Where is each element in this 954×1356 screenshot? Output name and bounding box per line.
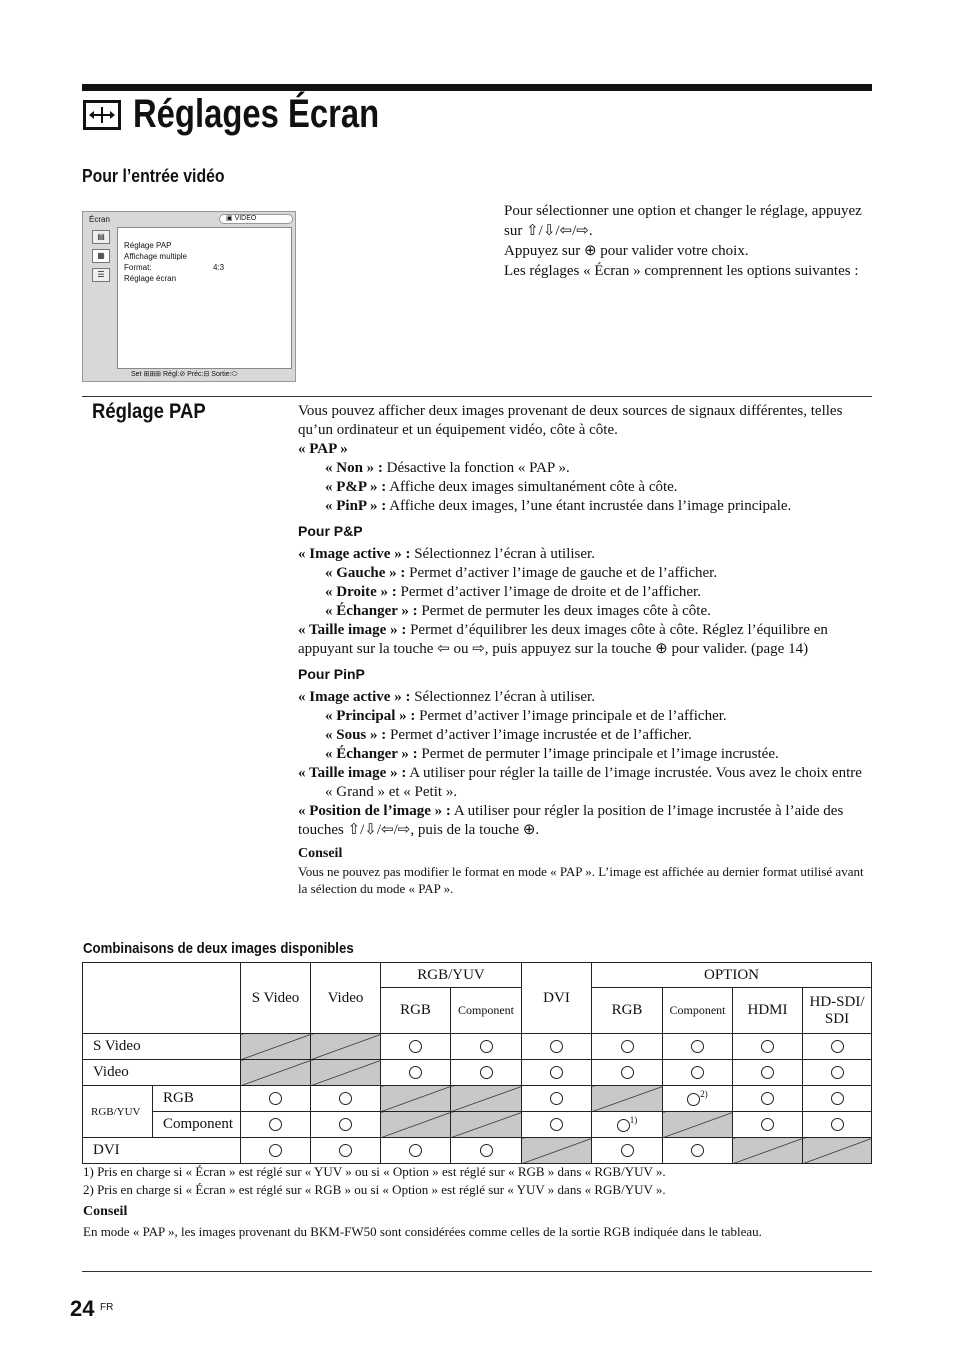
osd-format-value: 4:3 [213, 263, 225, 272]
top-rule [82, 84, 872, 91]
cell-na [522, 1138, 592, 1164]
cell-supported [522, 1060, 592, 1086]
cell-supported [803, 1086, 872, 1112]
table-row [83, 1034, 872, 1060]
col-header-rgbyuv: RGB/YUV [381, 963, 522, 988]
supported-circle-icon [621, 1144, 634, 1157]
table-row [83, 1112, 872, 1138]
cell-supported [592, 1060, 663, 1086]
cell-na [592, 1086, 663, 1112]
option-desc: Affiche deux images, l’une étant incrustée dans l’image principale. [389, 498, 792, 514]
pinp-sub-term: « Sous » : [325, 727, 387, 743]
cell-na [803, 1138, 872, 1164]
tip-heading: Conseil [298, 846, 343, 861]
cell-supported [381, 1060, 451, 1086]
supported-circle-icon [831, 1066, 844, 1079]
pinp-taille-term: « Taille image » : [298, 765, 407, 781]
supported-circle-icon [339, 1092, 352, 1105]
pinp-sub-term: « Principal » : [325, 708, 416, 724]
cell-na [663, 1112, 733, 1138]
bottom-rule [82, 1271, 872, 1272]
cell-supported [311, 1112, 381, 1138]
osd-list-icon: ☰ [92, 268, 110, 282]
cell-na [241, 1060, 311, 1086]
osd-item: Réglage écran [124, 274, 177, 283]
osd-menu-screenshot [82, 211, 296, 382]
pp-sub-desc: Permet d’activer l’image de gauche et de l’afficher. [409, 565, 718, 581]
table-row [83, 1060, 872, 1086]
pp-sub-desc: Permet de permuter les deux images côte à côte. [421, 603, 711, 619]
supported-circle-icon [269, 1092, 282, 1105]
supported-circle-icon [687, 1093, 700, 1106]
screen-settings-icon [83, 100, 121, 130]
supported-circle-icon [550, 1066, 563, 1079]
option-term: « Non » : [325, 460, 383, 476]
osd-item: Affichage multiple [124, 252, 187, 261]
col-header-video: Video [311, 963, 381, 1034]
col-header-dvi: DVI [522, 963, 592, 1034]
supported-circle-icon [339, 1144, 352, 1157]
col-header-option-rgb: RGB [592, 988, 663, 1034]
supported-circle-icon [339, 1118, 352, 1131]
osd-screen-icon: ▦ [92, 249, 110, 263]
pinp-image-active-term: « Image active » : [298, 689, 411, 705]
pinp-sub-term: « Échanger » : [325, 746, 418, 762]
pinp-position-desc: A utiliser pour régler la position de l’image incrustée à l’aide des touches ⇧/⇩/⇦/⇨, puis de la touche ⊕. [298, 803, 844, 838]
pp-image-active-desc: Sélectionnez l’écran à utiliser. [414, 546, 595, 562]
osd-item: Format: [124, 263, 152, 272]
pinp-taille-desc: A utiliser pour régler la taille de l’image incrustée. Vous avez le choix entre « Grand » et « Petit ». [325, 765, 862, 800]
pinp-sub-desc: Permet d’activer l’image incrustée et de l’afficher. [390, 727, 692, 743]
cell-supported [733, 1034, 803, 1060]
intro-line: Les réglages « Écran » comprennent les options suivantes : [504, 263, 859, 279]
supported-circle-icon [761, 1066, 774, 1079]
cell-supported [733, 1060, 803, 1086]
table-caption: Combinaisons de deux images disponibles [83, 940, 354, 957]
pinp-heading: Pour PinP [298, 666, 365, 682]
pp-image-active-term: « Image active » : [298, 546, 411, 562]
cell-supported [451, 1060, 522, 1086]
supported-circle-icon [480, 1040, 493, 1053]
cell-supported [522, 1112, 592, 1138]
col-header-hdsdi: HD-SDI/ SDI [803, 988, 872, 1034]
cell-supported [803, 1060, 872, 1086]
cell-supported [451, 1138, 522, 1164]
pp-sub-term: « Droite » : [325, 584, 397, 600]
cell-supported [733, 1112, 803, 1138]
section-heading: Réglage PAP [92, 400, 206, 423]
pp-heading: Pour P&P [298, 523, 363, 539]
supported-circle-icon [691, 1144, 704, 1157]
cell-supported [663, 1138, 733, 1164]
col-header-option-component: Component [663, 988, 733, 1034]
osd-source: VIDEO [234, 215, 257, 222]
pap-label: « PAP » [298, 441, 348, 457]
intro-text [504, 201, 872, 281]
cell-supported [311, 1138, 381, 1164]
row-header-rgbyuv: RGB/YUV [83, 1086, 153, 1138]
osd-menu-title: Écran [89, 215, 110, 224]
supported-circle-icon [761, 1040, 774, 1053]
conseil-heading: Conseil [83, 1204, 128, 1219]
supported-circle-icon [831, 1118, 844, 1131]
supported-circle-icon [621, 1040, 634, 1053]
cell-supported [803, 1034, 872, 1060]
row-header-video: Video [83, 1060, 241, 1086]
cell-supported [311, 1086, 381, 1112]
supported-circle-icon [550, 1040, 563, 1053]
table-row [83, 1086, 872, 1112]
cell-supported [241, 1086, 311, 1112]
section-intro: Vous pouvez afficher deux images provenant de deux sources de signaux différentes, telles qu’un ordinateur et un équipement vidéo, côte à côte. [298, 403, 843, 438]
supported-circle-icon [409, 1066, 422, 1079]
page-language: FR [100, 1302, 114, 1313]
section-divider [82, 396, 872, 397]
supported-circle-icon [269, 1118, 282, 1131]
pp-sub-term: « Gauche » : [325, 565, 406, 581]
cell-supported [522, 1034, 592, 1060]
supported-circle-icon [761, 1118, 774, 1131]
option-desc: Désactive la fonction « PAP ». [386, 460, 570, 476]
cell-na [311, 1034, 381, 1060]
supported-circle-icon [550, 1118, 563, 1131]
cell-supported [522, 1086, 592, 1112]
footnote: 1) Pris en charge si « Écran » est réglé sur « YUV » ou si « Option » est réglé sur « RGB » dans « RGB/YUV ». [83, 1164, 666, 1179]
cell-supported [592, 1138, 663, 1164]
pp-sub-term: « Échanger » : [325, 603, 418, 619]
pinp-position-term: « Position de l’image » : [298, 803, 451, 819]
supported-circle-icon [617, 1119, 630, 1132]
pinp-sub-desc: Permet d’activer l’image principale et de l’afficher. [419, 708, 727, 724]
footnote-ref: 2) [700, 1089, 708, 1099]
cell-supported [241, 1138, 311, 1164]
tip-text: Vous ne pouvez pas modifier le format en mode « PAP ». L’image est affichée au dernier format utilisé avant la sélection du mode « PAP ». [298, 864, 864, 896]
cell-na [451, 1086, 522, 1112]
option-desc: Affiche deux images simultanément côte à côte. [389, 479, 678, 495]
row-header-component: Component [153, 1112, 241, 1138]
col-header-component: Component [451, 988, 522, 1034]
col-header-rgb: RGB [381, 988, 451, 1034]
cell-na [241, 1034, 311, 1060]
conseil-text: En mode « PAP », les images provenant du BKM-FW50 sont considérées comme celles de la sortie RGB indiquée dans le tableau. [83, 1224, 762, 1239]
page-title: Réglages Écran [133, 92, 380, 136]
supported-circle-icon [550, 1092, 563, 1105]
cell-na [381, 1112, 451, 1138]
cell-supported [733, 1086, 803, 1112]
osd-item: Réglage PAP [124, 241, 172, 250]
footnote: 2) Pris en charge si « Écran » est réglé sur « RGB » ou si « Option » est réglé sur « YUV » dans « RGB/YUV ». [83, 1182, 666, 1197]
option-term: « PinP » : [325, 498, 387, 514]
supported-circle-icon [691, 1066, 704, 1079]
intro-line: Appuyez sur ⊕ pour valider votre choix. [504, 243, 749, 259]
cell-supported [451, 1034, 522, 1060]
cell-supported [803, 1112, 872, 1138]
supported-circle-icon [480, 1144, 493, 1157]
pp-taille-desc: Permet d’équilibrer les deux images côte à côte. Réglez l’équilibre en appuyant sur la touche ⇦ ou ⇨, puis appuyez sur la touche ⊕ pour valider. (page 14) [298, 622, 828, 657]
supported-circle-icon [480, 1066, 493, 1079]
pp-sub-desc: Permet d’activer l’image de droite et de l’afficher. [400, 584, 701, 600]
supported-circle-icon [409, 1144, 422, 1157]
intro-line: Pour sélectionner une option et changer le réglage, appuyez sur ⇧/⇩/⇦/⇨. [504, 203, 862, 239]
supported-circle-icon [831, 1040, 844, 1053]
col-header-option: OPTION [592, 963, 872, 988]
cell-na [733, 1138, 803, 1164]
supported-circle-icon [269, 1144, 282, 1157]
osd-sidebar [87, 227, 115, 367]
osd-picture-icon: ▤ [92, 230, 110, 244]
page-number: 24 [70, 1296, 95, 1321]
supported-circle-icon [761, 1092, 774, 1105]
cell-supported-note [592, 1112, 663, 1138]
pinp-sub-desc: Permet de permuter l’image principale et l’image incrustée. [421, 746, 779, 762]
combinations-table [82, 962, 872, 1164]
row-header-dvi: DVI [83, 1138, 241, 1164]
osd-footer: Set ⊞⊞⊞ Régl:⊘ Préc:⊟ Sortie:⬭ [131, 371, 238, 378]
supported-circle-icon [831, 1092, 844, 1105]
supported-circle-icon [409, 1040, 422, 1053]
cell-supported [381, 1138, 451, 1164]
cell-supported [241, 1112, 311, 1138]
cell-supported [663, 1060, 733, 1086]
row-header-rgb: RGB [153, 1086, 241, 1112]
footnote-ref: 1) [629, 1115, 638, 1125]
table-row [83, 1138, 872, 1164]
section-body [298, 402, 873, 897]
cell-na [311, 1060, 381, 1086]
section-subheading: Pour l’entrée vidéo [82, 166, 225, 186]
table-corner [83, 963, 241, 1034]
supported-circle-icon [691, 1040, 704, 1053]
cell-supported-note [663, 1086, 733, 1112]
pp-taille-term: « Taille image » : [298, 622, 407, 638]
row-header-svideo: S Video [83, 1034, 241, 1060]
cell-supported [381, 1034, 451, 1060]
supported-circle-icon [621, 1066, 634, 1079]
cell-supported [592, 1034, 663, 1060]
col-header-hdmi: HDMI [733, 988, 803, 1034]
pinp-image-active-desc: Sélectionnez l’écran à utiliser. [414, 689, 595, 705]
option-term: « P&P » : [325, 479, 387, 495]
osd-source-badge [219, 214, 293, 224]
cell-supported [663, 1034, 733, 1060]
osd-source-icon: ▣ [226, 215, 235, 222]
cell-na [381, 1086, 451, 1112]
col-header-svideo: S Video [241, 963, 311, 1034]
osd-main-panel [117, 227, 292, 369]
cell-na [451, 1112, 522, 1138]
